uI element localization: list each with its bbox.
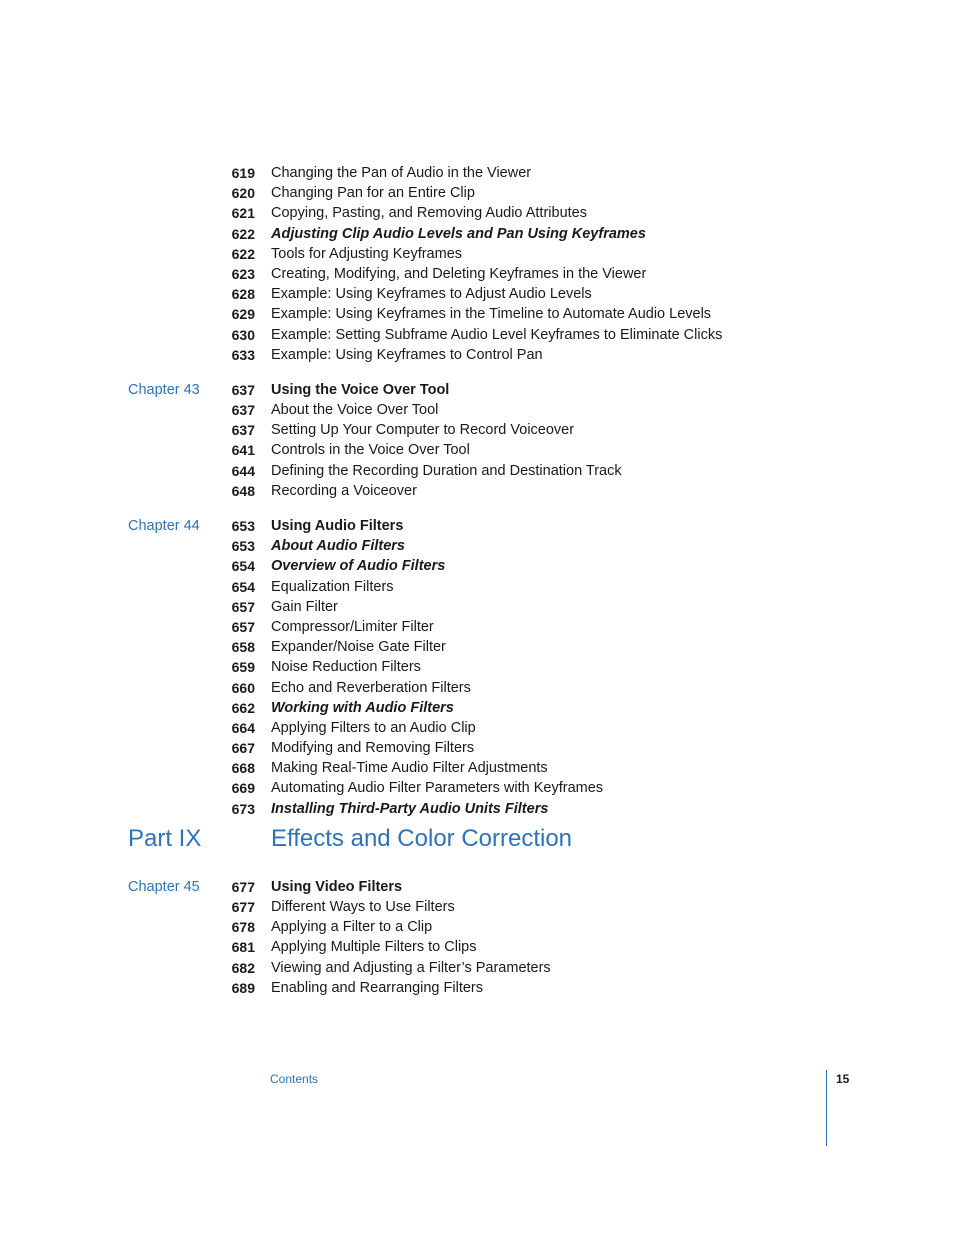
toc-page-number: 619 xyxy=(231,165,255,181)
toc-entry-title: Controls in the Voice Over Tool xyxy=(271,442,470,459)
toc-entry[interactable] xyxy=(0,241,954,261)
toc-entry-title: Viewing and Adjusting a Filter’s Parameters xyxy=(271,959,551,976)
toc-entry[interactable] xyxy=(0,634,954,654)
toc-entry-title: Making Real-Time Audio Filter Adjustments xyxy=(271,760,548,777)
toc-page-number: 678 xyxy=(231,919,255,936)
toc-entry[interactable] xyxy=(0,695,954,715)
toc-entry-title: Overview of Audio Filters xyxy=(271,558,446,575)
toc-entry[interactable] xyxy=(0,322,954,342)
toc-entry-title: About Audio Filters xyxy=(271,538,405,555)
toc-entry-title: About the Voice Over Tool xyxy=(271,402,439,419)
toc-entry[interactable] xyxy=(0,180,954,200)
toc-entry[interactable] xyxy=(0,281,954,301)
toc-page-number: 659 xyxy=(231,659,255,676)
toc-entry[interactable] xyxy=(0,715,954,735)
toc-entry-title: Using Video Filters xyxy=(271,878,403,895)
toc-entry[interactable] xyxy=(0,975,954,995)
toc-page-number: 657 xyxy=(231,618,255,635)
toc-entry-title: Changing Pan for an Entire Clip xyxy=(271,185,475,202)
part-title[interactable]: Effects and Color Correction xyxy=(271,824,573,852)
toc-entry-title: Applying a Filter to a Clip xyxy=(271,919,433,936)
chapter-label[interactable]: Chapter 45 xyxy=(128,878,200,895)
toc-page-number: 657 xyxy=(231,598,255,615)
toc-entry-title: Example: Using Keyframes to Adjust Audio Levels xyxy=(271,286,592,303)
toc-page-number: 622 xyxy=(231,245,255,262)
part-label[interactable]: Part IX xyxy=(128,824,202,852)
toc-page-number: 653 xyxy=(231,538,255,555)
chapter-label[interactable]: Chapter 43 xyxy=(128,381,200,398)
toc-entry[interactable] xyxy=(0,594,954,614)
toc-entry-title: Installing Third-Party Audio Units Filters xyxy=(271,800,549,817)
toc-page-number: 637 xyxy=(231,402,255,419)
toc-entry-title: Recording a Voiceover xyxy=(271,482,417,499)
toc-page-number: 641 xyxy=(231,442,255,459)
toc-entry-title: Example: Using Keyframes in the Timeline to Automate Audio Levels xyxy=(271,306,712,323)
toc-page-number: 622 xyxy=(231,225,255,242)
toc-page-number: 658 xyxy=(231,639,255,656)
footer-section-label: Contents xyxy=(270,1072,319,1086)
table-of-contents xyxy=(0,160,954,995)
toc-page-number: 630 xyxy=(231,326,255,343)
toc-entry[interactable] xyxy=(0,894,954,914)
chapter-label[interactable]: Chapter 44 xyxy=(128,518,200,534)
toc-entry[interactable] xyxy=(0,796,954,816)
toc-page-number: 660 xyxy=(231,679,255,696)
toc-entry[interactable] xyxy=(0,955,954,975)
toc-page-number: 669 xyxy=(231,780,255,797)
toc-entry[interactable] xyxy=(0,533,954,553)
toc-section xyxy=(0,160,954,362)
toc-entry[interactable] xyxy=(0,775,954,795)
page-number: 15 xyxy=(836,1072,850,1086)
toc-page-number: 682 xyxy=(231,959,255,976)
toc-entry-title: Adjusting Clip Audio Levels and Pan Using Keyframes xyxy=(271,225,646,242)
toc-entry[interactable] xyxy=(0,478,954,498)
toc-page-number: 689 xyxy=(231,979,255,996)
toc-entry[interactable] xyxy=(0,553,954,573)
toc-entry-title: Echo and Reverberation Filters xyxy=(271,679,471,696)
toc-entry-title: Different Ways to Use Filters xyxy=(271,899,455,915)
toc-entry-title: Creating, Modifying, and Deleting Keyframes in the Viewer xyxy=(271,265,647,282)
toc-entry[interactable] xyxy=(0,301,954,321)
toc-page-number: 653 xyxy=(231,518,255,534)
toc-entry-title: Using the Voice Over Tool xyxy=(271,381,450,398)
toc-entry[interactable] xyxy=(0,874,954,894)
toc-section xyxy=(0,513,954,816)
toc-page-number: 623 xyxy=(231,265,255,282)
toc-entry-title: Expander/Noise Gate Filter xyxy=(271,639,446,656)
toc-page-number: 637 xyxy=(231,422,255,439)
toc-page-number: 677 xyxy=(231,878,255,895)
toc-entry[interactable] xyxy=(0,755,954,775)
toc-page-number: 668 xyxy=(231,760,255,777)
toc-entry[interactable] xyxy=(0,377,954,397)
toc-page-number: 664 xyxy=(231,719,255,736)
toc-entry-title: Enabling and Rearranging Filters xyxy=(271,979,483,996)
toc-entry[interactable] xyxy=(0,614,954,634)
toc-page-number: 662 xyxy=(231,699,255,716)
toc-entry[interactable] xyxy=(0,735,954,755)
toc-page-number: 629 xyxy=(231,306,255,323)
toc-entry[interactable] xyxy=(0,160,954,180)
toc-entry[interactable] xyxy=(0,934,954,954)
toc-entry-title: Copying, Pasting, and Removing Audio Attributes xyxy=(271,205,587,222)
toc-section xyxy=(0,377,954,498)
toc-page-number: 654 xyxy=(231,558,255,575)
toc-entry[interactable] xyxy=(0,221,954,241)
toc-entry[interactable] xyxy=(0,914,954,934)
toc-entry-title: Using Audio Filters xyxy=(271,518,404,534)
toc-page-number: 654 xyxy=(231,578,255,595)
toc-page-number: 644 xyxy=(231,462,255,479)
toc-entry[interactable] xyxy=(0,342,954,362)
toc-entry-title: Example: Setting Subframe Audio Level Keyframes to Eliminate Clicks xyxy=(271,326,723,343)
toc-entry[interactable] xyxy=(0,261,954,281)
toc-entry[interactable] xyxy=(0,397,954,417)
part-heading xyxy=(0,816,954,874)
toc-page-number: 681 xyxy=(231,939,255,956)
toc-entry-title: Applying Multiple Filters to Clips xyxy=(271,939,477,956)
toc-entry-title: Compressor/Limiter Filter xyxy=(271,618,434,635)
toc-entry-title: Example: Using Keyframes to Control Pan xyxy=(271,346,543,363)
toc-section xyxy=(0,874,954,995)
toc-entry[interactable] xyxy=(0,458,954,478)
toc-page-number: 667 xyxy=(231,740,255,757)
toc-page-number: 677 xyxy=(231,899,255,915)
toc-entry-title: Noise Reduction Filters xyxy=(271,659,421,676)
toc-page-number: 637 xyxy=(231,381,255,398)
toc-entry-title: Applying Filters to an Audio Clip xyxy=(271,719,476,736)
toc-entry[interactable] xyxy=(0,513,954,533)
toc-entry-title: Working with Audio Filters xyxy=(271,699,454,716)
toc-entry[interactable] xyxy=(0,675,954,695)
toc-entry-title: Gain Filter xyxy=(271,598,338,615)
toc-entry-title: Tools for Adjusting Keyframes xyxy=(271,245,463,262)
toc-entry[interactable] xyxy=(0,654,954,674)
toc-entry[interactable] xyxy=(0,574,954,594)
toc-page-number: 628 xyxy=(231,286,255,303)
toc-page-number: 633 xyxy=(231,346,255,363)
toc-page-number: 673 xyxy=(231,800,255,817)
footer-divider xyxy=(826,1070,827,1146)
toc-page-number: 621 xyxy=(231,205,255,222)
toc-entry-title: Automating Audio Filter Parameters with Keyframes xyxy=(271,780,604,797)
toc-entry-title: Setting Up Your Computer to Record Voiceover xyxy=(271,422,575,439)
toc-entry-title: Modifying and Removing Filters xyxy=(271,740,475,757)
toc-page-number: 648 xyxy=(231,482,255,499)
toc-entry-title: Equalization Filters xyxy=(271,578,394,595)
toc-entry[interactable] xyxy=(0,437,954,457)
toc-entry-title: Defining the Recording Duration and Destination Track xyxy=(271,462,622,479)
toc-page-number: 620 xyxy=(231,185,255,202)
toc-entry[interactable] xyxy=(0,200,954,220)
toc-entry[interactable] xyxy=(0,417,954,437)
toc-entry-title: Changing the Pan of Audio in the Viewer xyxy=(271,165,532,181)
